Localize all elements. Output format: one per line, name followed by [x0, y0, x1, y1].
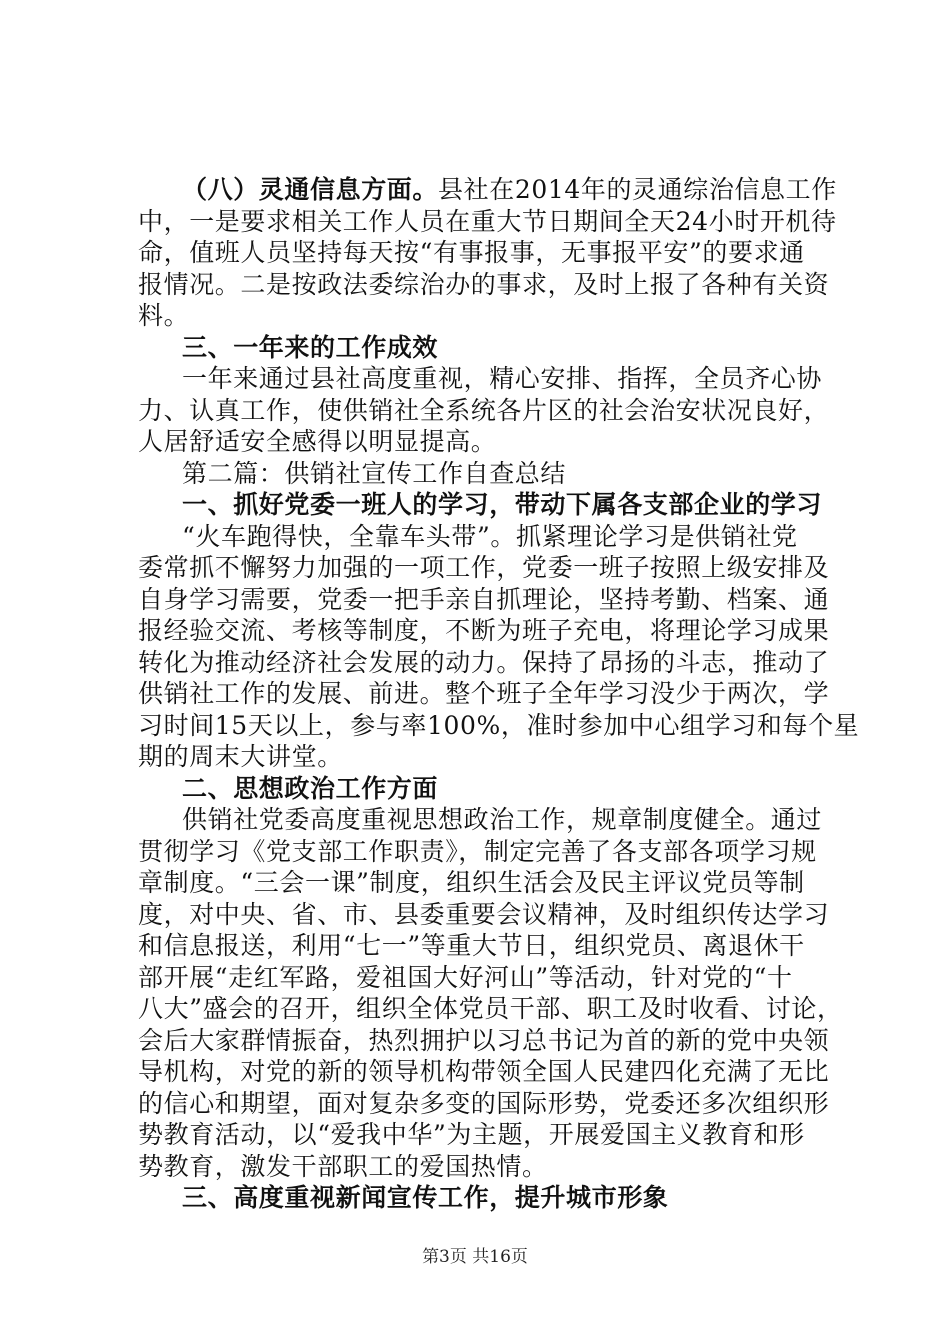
- text-line: 一年来通过县社高度重视，精心安排、指挥，全员齐心协: [182, 364, 823, 393]
- document-body: [138, 174, 860, 1214]
- text-line: 部开展“走红军路，爱祖国大好河山”等活动，针对党的“十: [138, 962, 793, 992]
- text-line: 势教育，激发干部职工的爱国热情。: [138, 1151, 548, 1181]
- text-line: 中，一是要求相关工作人员在重大节日期间全天24小时开机待: [138, 206, 837, 236]
- text-line: 习时间15天以上，参与率100%，准时参加中心组学习和每个星: [138, 710, 860, 740]
- text-line: 和信息报送，利用“七一”等重大节日，组织党员、离退休干: [138, 931, 805, 960]
- text-line: 导机构，对党的新的领导机构带领全国人民建四化充满了无比: [138, 1057, 830, 1086]
- text-line: 期的周末大讲堂。: [138, 742, 343, 771]
- text-line: 一、抓好党委一班人的学习，带动下属各支部企业的学习: [182, 490, 823, 519]
- text-line: 自身学习需要，党委一把手亲自抓理论，坚持考勤、档案、通: [138, 584, 830, 614]
- text-line: 二、思想政治工作方面: [182, 773, 439, 803]
- text-line: 八大”盛会的召开，组织全体党员干部、职工及时收看、讨论，: [138, 994, 843, 1023]
- text-line: 三、一年来的工作成效: [182, 332, 439, 362]
- text-line: 章制度。“三会一课”制度，组织生活会及民主评议党员等制: [138, 868, 805, 897]
- text-line: 委常抓不懈努力加强的一项工作，党委一班子按照上级安排及: [138, 553, 830, 582]
- text-line: 转化为推动经济社会发展的动力。保持了昂扬的斗志，推动了: [138, 647, 830, 677]
- text-line: 第二篇：供销社宣传工作自查总结: [182, 458, 567, 488]
- text-line: 供销社工作的发展、前进。整个班子全年学习没少于两次，学: [138, 679, 830, 708]
- text-line: 贯彻学习《党支部工作职责》，制定完善了各支部各项学习规: [138, 836, 817, 866]
- text-line: 力、认真工作，使供销社全系统各片区的社会治安状况良好，: [138, 395, 830, 425]
- text-line: 度，对中央、省、市、县委重要会议精神，及时组织传达学习: [138, 899, 830, 929]
- text-line: 势教育活动，以“爱我中华”为主题，开展爱国主义教育和形: [138, 1120, 805, 1149]
- text-line: 料。: [138, 301, 190, 330]
- text-line: 的信心和期望，面对复杂多变的国际形势，党委还多次组织形: [138, 1088, 830, 1118]
- text-line: 人居舒适安全感得以明显提高。: [138, 427, 497, 456]
- line-rest: 县社在2014年的灵通综治信息工作: [438, 175, 837, 204]
- text-line: [138, 174, 837, 206]
- heading-prefix: （八）灵通信息方面。: [182, 175, 439, 204]
- text-line: 报情况。二是按政法委综治办的事求，及时上报了各种有关资: [138, 269, 830, 299]
- text-line: 供销社党委高度重视思想政治工作，规章制度健全。通过: [182, 805, 823, 834]
- page-footer: 第3页 共16页: [422, 1247, 528, 1267]
- text-line: 三、高度重视新闻宣传工作，提升城市形象: [182, 1183, 669, 1212]
- text-line: 会后大家群情振奋，热烈拥护以习总书记为首的新的党中央领: [138, 1025, 830, 1055]
- text-line: 命，值班人员坚持每天按“有事报事，无事报平安”的要求通: [138, 238, 805, 267]
- text-line: 报经验交流、考核等制度，不断为班子充电，将理论学习成果: [138, 616, 830, 645]
- text-line: “火车跑得快，全靠车头带”。抓紧理论学习是供销社党: [182, 521, 798, 551]
